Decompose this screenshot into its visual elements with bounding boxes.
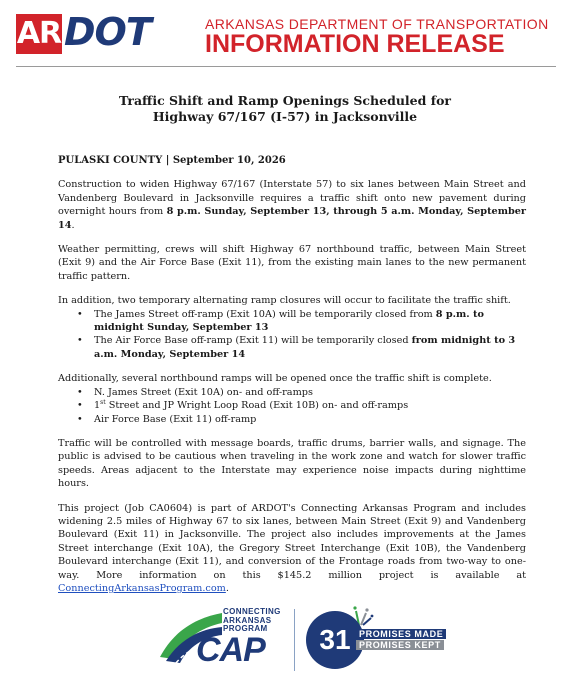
para1-text: Construction to widen Highway 67/167 (Interstate 57) to six lanes between Main Street and Vandenberg Boulevard in Jacksonville requires a traffic shift onto new pavement during overnight hours from: [58, 179, 526, 218]
paragraph-ramp-closures: In addition, two temporary alternating ramp closures will occur to facilitate the traffic shift.: [58, 295, 511, 307]
logo-divider: [294, 609, 295, 671]
paragraph-project-info: [58, 502, 526, 596]
release-type: INFORMATION RELEASE: [205, 30, 505, 58]
paragraph-weather: Weather permitting, crews will shift Highway 67 northbound traffic, between Main Street (Exit 9) and the Air Force Base (Exit 11), from the existing main lanes to the new permanent traffic pattern.: [58, 244, 526, 282]
bullet: •: [77, 308, 83, 320]
paragraph-traffic-shift: [58, 178, 526, 232]
list-item: [77, 334, 526, 361]
opening-list: [58, 386, 526, 426]
cap-program-name: [223, 608, 281, 634]
closure-text: The Air Force Base off-ramp (Exit 11) will be temporarily closed: [94, 335, 412, 347]
ordinal-suffix: st: [100, 398, 106, 406]
closure-bold: 8 p.m. to midnight Sunday, September 13: [94, 308, 484, 334]
paragraph-ramp-openings: Additionally, several northbound ramps will be opened once the traffic shift is complete.: [58, 373, 492, 385]
title-line-1: Traffic Shift and Ramp Openings Scheduled for: [118, 93, 452, 108]
promises-made: PROMISES MADE: [356, 629, 446, 639]
title-line-2: Highway 67/167 (I-57) in Jacksonville: [152, 109, 418, 124]
header-divider: [16, 66, 556, 67]
footer-logos: [0, 601, 570, 697]
bullet: •: [77, 400, 83, 412]
list-item: [77, 308, 526, 335]
release-title: [0, 93, 570, 125]
ardot-logo-ar: AR: [16, 14, 62, 54]
promise-badge: 31: [306, 611, 364, 669]
opening-number: 1: [94, 400, 101, 412]
department-name: ARKANSAS DEPARTMENT OF TRANSPORTATION: [205, 16, 549, 32]
list-item: [77, 386, 526, 399]
para6-end: .: [225, 582, 229, 594]
para6-text: This project (Job CA0604) is part of ARDOT's Connecting Arkansas Program and includes widening 2.5 miles of Highway 67 to six lanes, between Main Street (Exit 9) and Vandenberg Boulevard (Exit 11) in Jacksonville. The project also includes improvements at the James Street interchange (Exit 10A), the Gregory Street Interchange (Exit 10B), the Vandenberg Boulevard interchange (Exit 11), and conversion of the Frontage roads from two-way to one-way. More information on this $145.2 million project is available at: [58, 502, 526, 581]
promises-kept: PROMISES KEPT: [356, 640, 444, 650]
bullet: •: [77, 335, 83, 347]
ardot-logo-dot: DOT: [64, 10, 151, 54]
cap-line-3: PROGRAM: [223, 624, 268, 634]
promises-text: [356, 629, 446, 651]
bullet: •: [77, 413, 83, 425]
cap-logo-text: CAP: [196, 631, 265, 669]
closure-bold: from midnight to 3 a.m. Monday, September 14: [94, 335, 516, 360]
release-header: [0, 0, 570, 70]
opening-text: N. James Street (Exit 10A) on- and off-ramps: [94, 386, 313, 398]
para1-end: .: [71, 219, 75, 231]
paragraph-traffic-control: Traffic will be controlled with message boards, traffic drums, barrier walls, and signage. The public is advised to be cautious when traveling in the work zone and watch for slower traffic speeds. Areas adjacent to the Interstate may experience noise impacts during nighttime hours.: [58, 437, 526, 490]
bullet: •: [77, 386, 83, 398]
dateline: PULASKI COUNTY | September 10, 2026: [58, 155, 286, 166]
list-item: [77, 413, 526, 426]
cap-line-2: ARKANSAS: [223, 615, 272, 625]
closure-text: The James Street off-ramp (Exit 10A) will be temporarily closed from: [94, 308, 436, 320]
cap-line-1: CONNECTING: [223, 607, 281, 616]
closure-list: [58, 308, 526, 362]
list-item: [77, 398, 526, 412]
release-body: [58, 154, 526, 606]
para1-bold-dates: 8 p.m. Sunday, September 13, through 5 a.m. Monday, September 14: [58, 206, 526, 231]
program-website-link[interactable]: ConnectingArkansasProgram.com: [58, 582, 226, 594]
opening-text: Street and JP Wright Loop Road (Exit 10B) on- and off-ramps: [105, 400, 409, 412]
opening-text: Air Force Base (Exit 11) off-ramp: [94, 413, 257, 425]
